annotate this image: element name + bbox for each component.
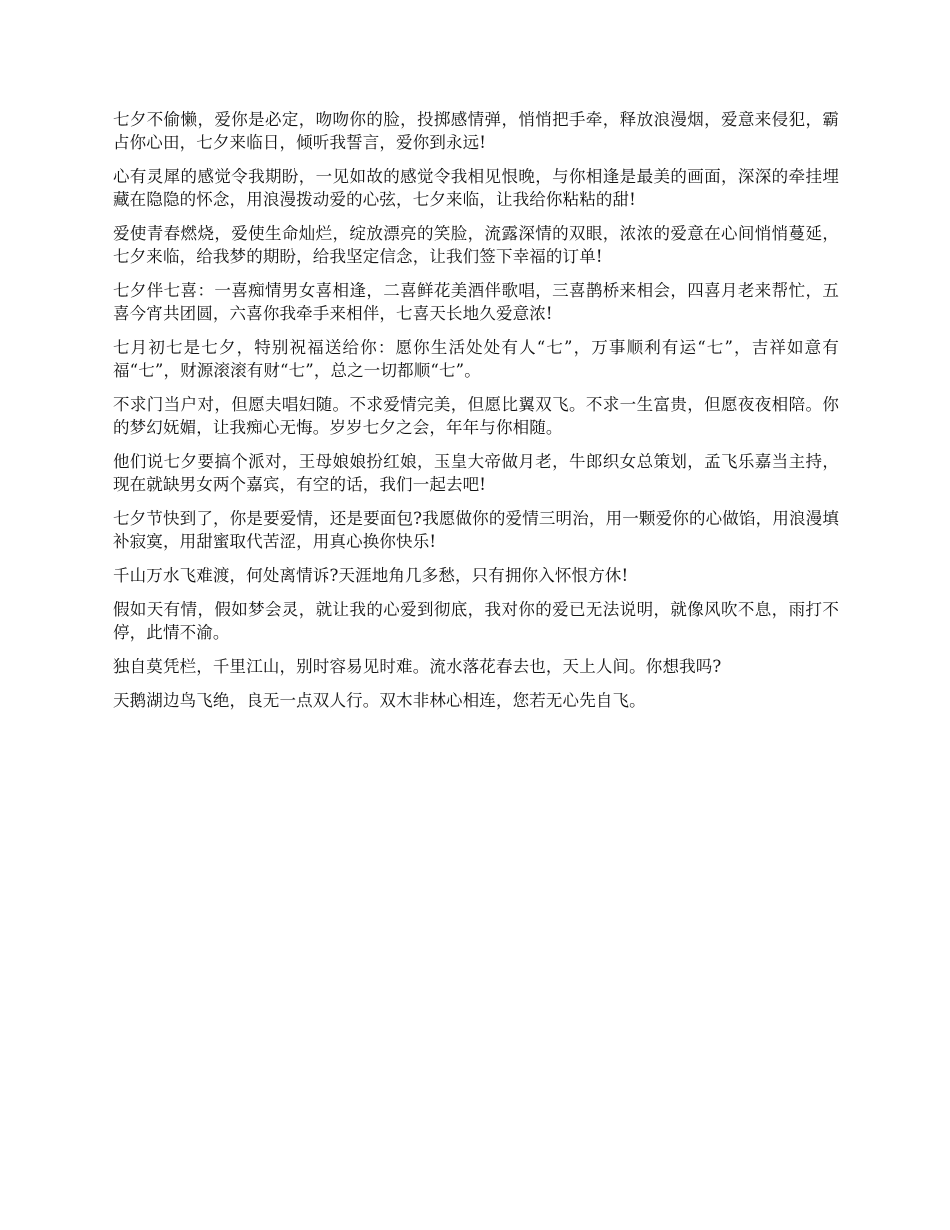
paragraph: 天鹅湖边鸟飞绝，良无一点双人行。双木非林心相连，您若无心先自飞。 bbox=[113, 691, 646, 710]
paragraph: 独自莫凭栏，千里江山，别时容易见时难。流水落花春去也，天上人间。你想我吗? bbox=[113, 657, 722, 676]
paragraph: 七夕节快到了，你是要爱情，还是要面包?我愿做你的爱情三明治，用一颗爱你的心做馅，用浪漫填补寂寞，用甜蜜取代苦涩，用真心换你快乐! bbox=[113, 509, 839, 551]
paragraph: 七夕不偷懒，爱你是必定，吻吻你的脸，投掷感情弹，悄悄把手牵，释放浪漫烟，爱意来侵犯，霸占你心田，七夕来临日，倾听我誓言，爱你到永远! bbox=[113, 110, 839, 152]
paragraph: 七夕伴七喜：一喜痴情男女喜相逢，二喜鲜花美酒伴歌唱，三喜鹊桥来相会，四喜月老来帮忙，五喜今宵共团圆，六喜你我牵手来相伴，七喜天长地久爱意浓! bbox=[113, 281, 839, 323]
paragraph: 千山万水飞难渡，何处离情诉?天涯地角几多愁，只有拥你入怀恨方休! bbox=[113, 566, 629, 585]
paragraph: 心有灵犀的感觉令我期盼，一见如故的感觉令我相见恨晚，与你相逢是最美的画面，深深的牵挂埋藏在隐隐的怀念，用浪漫拨动爱的心弦，七夕来临，让我给你粘粘的甜! bbox=[113, 167, 839, 209]
paragraph: 他们说七夕要搞个派对，王母娘娘扮红娘，玉皇大帝做月老，牛郎织女总策划，孟飞乐嘉当主持，现在就缺男女两个嘉宾，有空的话，我们一起去吧! bbox=[113, 452, 839, 494]
document-body bbox=[113, 108, 839, 723]
paragraph: 爱使青春燃烧，爱使生命灿烂，绽放漂亮的笑脸，流露深情的双眼，浓浓的爱意在心间悄悄蔓延，七夕来临，给我梦的期盼，给我坚定信念，让我们签下幸福的订单! bbox=[113, 224, 839, 266]
paragraph: 七月初七是七夕，特别祝福送给你：愿你生活处处有人“七”，万事顺利有运“七”，吉祥如意有福“七”，财源滚滚有财“七”，总之一切都顺“七”。 bbox=[113, 338, 839, 380]
paragraph: 假如天有情，假如梦会灵，就让我的心爱到彻底，我对你的爱已无法说明，就像风吹不息，雨打不停，此情不渝。 bbox=[113, 600, 839, 642]
paragraph: 不求门当户对，但愿夫唱妇随。不求爱情完美，但愿比翼双飞。不求一生富贵，但愿夜夜相陪。你的梦幻妩媚，让我痴心无悔。岁岁七夕之会，年年与你相随。 bbox=[113, 395, 839, 437]
